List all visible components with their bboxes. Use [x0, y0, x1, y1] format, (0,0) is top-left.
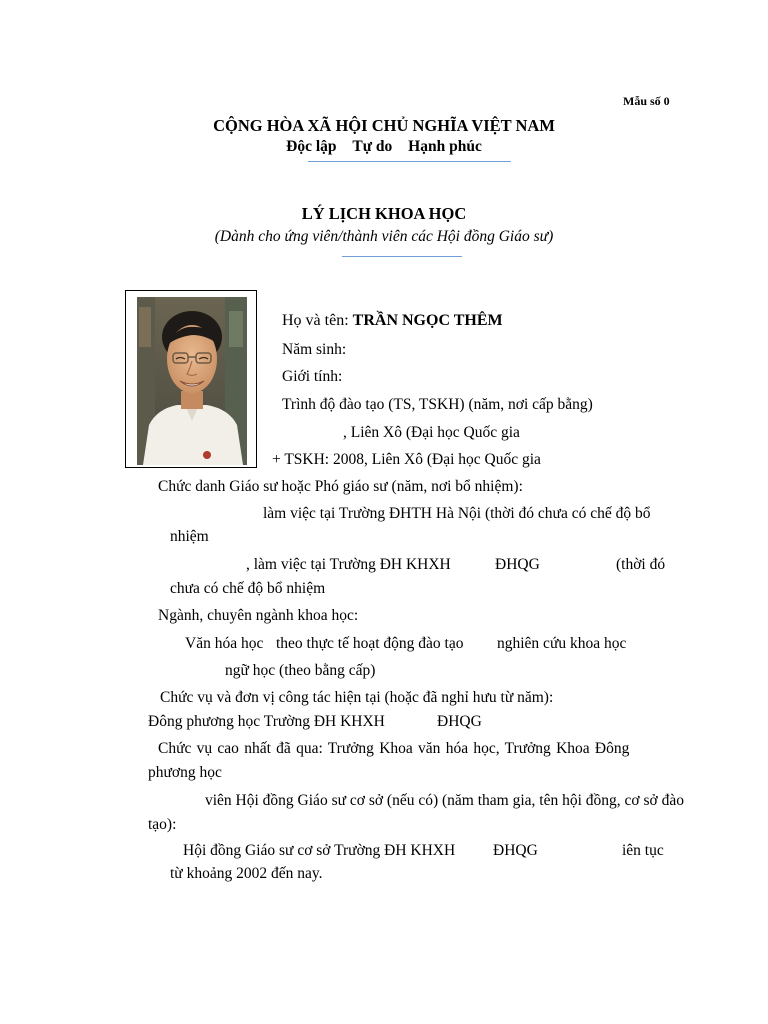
document-subtitle: (Dành cho ứng viên/thành viên các Hội đồng Giáo sư)	[214, 228, 554, 245]
name-label: Họ và tên:	[282, 312, 353, 329]
field-line-1b: theo thực tế hoạt động đào tạo	[276, 635, 464, 652]
council-line-4: từ khoảng 2002 đến nay.	[170, 865, 323, 882]
title-label: Chức danh Giáo sư hoặc Phó giáo sư (năm, nơi bổ nhiệm):	[158, 478, 523, 495]
field-line-1a: Văn hóa học	[185, 635, 264, 652]
document-title: LÝ LỊCH KHOA HỌC	[301, 204, 467, 223]
motto-part-2: Tự do	[352, 138, 393, 155]
title-line-3b: ĐHQG	[495, 556, 540, 573]
position-label: Chức vụ và đơn vị công tác hiện tại (hoặc đã nghỉ hưu từ năm):	[160, 689, 554, 706]
gender-label: Giới tính:	[282, 368, 343, 385]
motto-part-3: Hạnh phúc	[408, 138, 482, 155]
title-line-1: làm việc tại Trường ĐHTH Hà Nội (thời đó chưa có chế độ bổ	[263, 505, 651, 522]
header-divider	[308, 161, 511, 162]
motto-part-1: Độc lập	[286, 138, 337, 155]
title-line-2: nhiệm	[170, 528, 209, 545]
council-line-2: tạo):	[148, 816, 177, 833]
degree-label: Trình độ đào tạo (TS, TSKH) (năm, nơi cấp bằng)	[282, 396, 593, 413]
name-line	[282, 312, 503, 330]
highest-line-1: Chức vụ cao nhất đã qua: Trưởng Khoa văn hóa học, Trưởng Khoa Đông	[158, 740, 630, 757]
council-line-1: viên Hội đồng Giáo sư cơ sở (nếu có) (năm tham gia, tên hội đồng, cơ sở đào	[205, 792, 684, 809]
title-line-3c: (thời đó	[616, 556, 666, 573]
council-line-3a: Hội đồng Giáo sư cơ sở Trường ĐH KHXH	[183, 842, 456, 859]
position-line-1b: ĐHQG	[437, 713, 482, 730]
field-line-1c: nghiên cứu khoa học	[497, 635, 627, 652]
position-line-1a: Đông phương học Trường ĐH KHXH	[148, 713, 385, 730]
title-divider	[342, 256, 462, 257]
portrait-photo	[137, 297, 247, 465]
title-line-4: chưa có chế độ bổ nhiệm	[170, 580, 326, 597]
name-value: TRẦN NGỌC THÊM	[352, 312, 503, 329]
birth-year-label: Năm sinh:	[282, 341, 347, 358]
highest-line-2: phương học	[148, 764, 222, 781]
portrait-frame	[125, 290, 257, 468]
form-number: Mẫu số 0	[623, 94, 670, 108]
council-line-3b: ĐHQG	[493, 842, 538, 859]
nation-title: CỘNG HÒA XÃ HỘI CHỦ NGHĨA VIỆT NAM	[213, 116, 555, 135]
field-line-2: ngữ học (theo bằng cấp)	[225, 662, 376, 679]
title-line-3a: , làm việc tại Trường ĐH KHXH	[246, 556, 451, 573]
council-line-3c: iên tục	[622, 842, 664, 859]
degree-line-1: , Liên Xô (Đại học Quốc gia	[343, 424, 520, 441]
field-label: Ngành, chuyên ngành khoa học:	[158, 607, 359, 624]
degree-line-2: + TSKH: 2008, Liên Xô (Đại học Quốc gia	[272, 451, 541, 468]
motto	[0, 138, 768, 156]
